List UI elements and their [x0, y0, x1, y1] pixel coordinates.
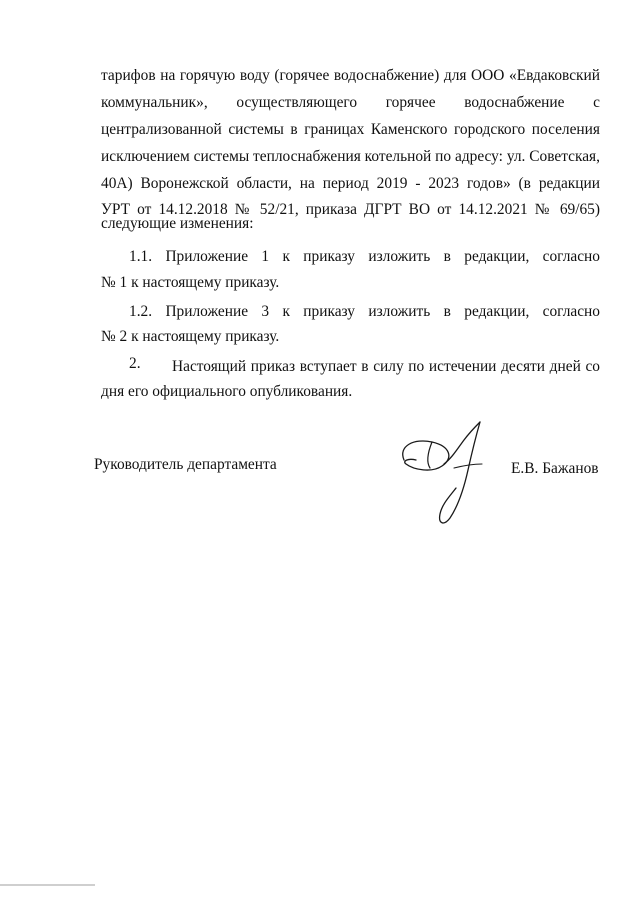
item-line: 1.2. Приложение 3 к приказу изложить в редакции, согласно — [129, 303, 600, 320]
item-line: № 2 к настоящему приказу. — [101, 328, 280, 345]
paragraph-line: коммунальник», осуществляющего горячее водоснабжение с — [101, 94, 600, 111]
handwritten-signature — [392, 418, 502, 534]
paragraph-line: тарифов на горячую воду (горячее водоснабжение) для ООО «Евдаковский — [101, 67, 600, 84]
paragraph-line: УРТ от 14.12.2018 № 52/21, приказа ДГРТ ВО от 14.12.2021 № 69/65) — [101, 201, 600, 218]
position-title: Руководитель департамента — [94, 456, 277, 473]
paragraph-line: 40А) Воронежской области, на период 2019 - 2023 годов» (в редакции — [101, 175, 600, 192]
scan-artifact-line — [0, 884, 95, 886]
item-line: 1.1. Приложение 1 к приказу изложить в редакции, согласно — [129, 248, 600, 265]
item-line: дня его официального опубликования. — [101, 383, 353, 400]
item-number: 2. — [129, 355, 141, 372]
paragraph-line: централизованной системы в границах Каменского городского поселения — [101, 121, 600, 138]
item-line: № 1 к настоящему приказу. — [101, 274, 280, 291]
signatory-name: Е.В. Бажанов — [511, 460, 599, 477]
paragraph-line: исключением системы теплоснабжения котельной по адресу: ул. Советская, — [101, 148, 600, 165]
item-line: Настоящий приказ вступает в силу по истечении десяти дней со — [172, 358, 600, 375]
paragraph-line: следующие изменения: — [101, 215, 254, 232]
